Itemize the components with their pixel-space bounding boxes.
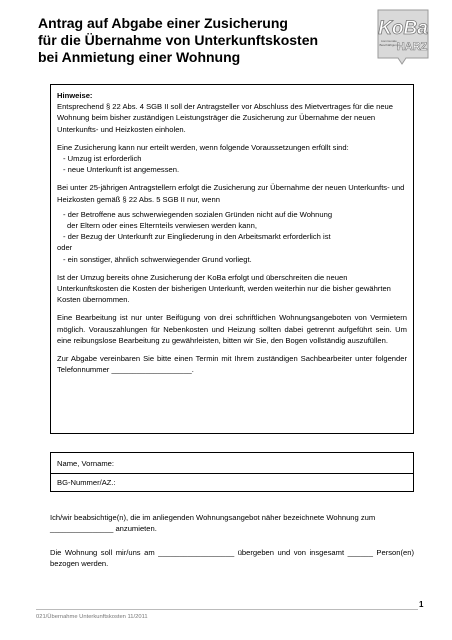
hints-box [50, 84, 414, 434]
applicant-box [50, 452, 414, 492]
condition-item-1: - Umzug ist erforderlich [63, 154, 142, 164]
document-title [38, 15, 368, 66]
hints-paragraph-3: Bei unter 25-jährigen Antragstellern erfolgt die Zusicherung zur Übernahme der neuen Unterkunfts- und Heizkosten gemäß § 22 Abs. 5 SGB II nur, wenn [57, 183, 405, 204]
u25-item-3: - ein sonstiger, ähnlich schwerwiegender Grund vorliegt. [63, 254, 252, 264]
u25-item-1b: der Eltern oder eines Elternteils verwiesen werden kann, [67, 221, 257, 231]
title-line-2: für die Übernahme von Unterkunftskosten [38, 32, 319, 48]
name-field-label[interactable]: Name, Vorname: [57, 459, 114, 468]
svg-text:Beschäftigung: Beschäftigung [379, 43, 399, 47]
hints-paragraph-4: Ist der Umzug bereits ohne Zusicherung der KoBa erfolgt und überschreiten die neuen Unterkunftskosten die Kosten der bisherigen Unterkunft, werden weiterhin nur die bisher gewährten Kosten übernommen. [57, 272, 391, 305]
footer-divider [36, 609, 418, 610]
title-line-1: Antrag auf Abgabe einer Zusicherung [38, 15, 288, 31]
hints-paragraph-1: Entsprechend § 22 Abs. 4 SGB II soll der Antragsteller vor Abschluss des Mietvertrages für die neue Wohnung beim bisher zuständigen Leistungsträger die Zusicherung zur Übernahme der neuen Unterkunfts- und Heizkosten einholen. [57, 102, 393, 134]
condition-item-2: - neue Unterkunft ist angemessen. [63, 165, 180, 175]
hints-heading: Hinweise: [57, 91, 93, 100]
intent-sentence: Ich/wir beabsichtige(n), die im anliegenden Wohnungsangebot näher bezeichnete Wohnung zum _______________ anzumieten. [50, 513, 376, 534]
bg-number-field-label[interactable]: BG-Nummer/AZ.: [57, 478, 116, 487]
u25-item-2: - der Bezug der Unterkunft zur Eingliederung in den Arbeitsmarkt erforderlich ist [63, 232, 331, 242]
intent-statement [50, 512, 414, 534]
svg-text:HARZ: HARZ [396, 41, 428, 53]
hints-paragraph-2: Eine Zusicherung kann nur erteilt werden, wenn folgende Voraussetzungen erfüllt sind: [57, 142, 349, 152]
hints-paragraph-5: Eine Bearbeitung ist nur unter Beifügung von drei schriftlichen Wohnungsangeboten von Vermietern möglich. Vorauszahlungen für Nebenkosten und Heizung sollten dabei getrennt aufgeführt sein. Um eine reibungslose Bearbeitung zu gewährleisten, bitten wir Sie, den Bogen vollständig auszufüllen. [57, 313, 407, 345]
svg-text:KoBa: KoBa [378, 18, 428, 39]
title-line-3: bei Anmietung einer Wohnung [38, 49, 241, 65]
page-number: 1 [419, 600, 424, 609]
hints-paragraph-6: Zur Abgabe vereinbaren Sie bitte einen Termin mit Ihrem zuständigen Sachbearbeiter unter folgender Telefonnummer ___________________. [57, 354, 407, 375]
document-reference: 021/Übernahme Unterkunftskosten 11/2011 [36, 614, 148, 620]
handover-sentence: Die Wohnung soll mir/uns am __________________ übergeben und von insgesamt ______ Person(en) bezogen werden. [50, 548, 414, 569]
u25-item-1a: - der Betroffene aus schwerwiegenden sozialen Gründen nicht auf die Wohnung [63, 209, 333, 219]
koba-harz-logo [372, 6, 432, 68]
svg-text:kommunale: kommunale [381, 39, 397, 43]
handover-statement [50, 547, 414, 569]
u25-oder: oder [57, 243, 73, 253]
